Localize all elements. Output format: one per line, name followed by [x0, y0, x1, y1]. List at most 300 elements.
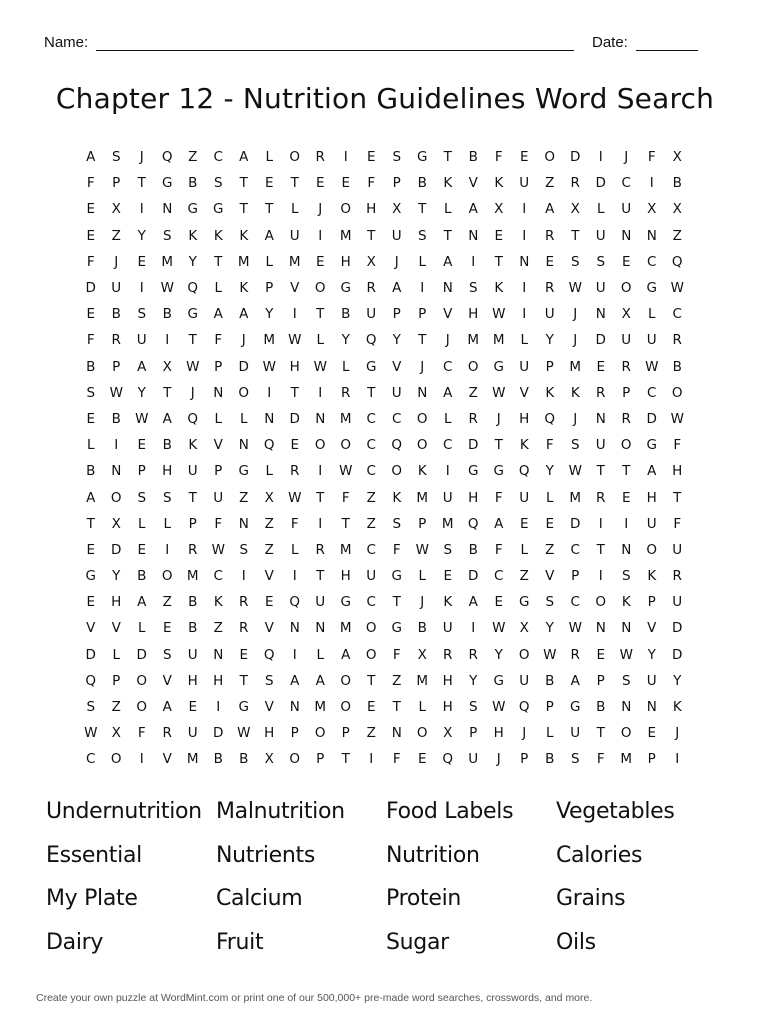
grid-letter: K [239, 227, 249, 244]
grid-letter: C [366, 437, 376, 454]
grid-letter: B [417, 620, 427, 637]
grid-letter: M [263, 332, 276, 349]
grid-letter: S [468, 699, 478, 716]
grid-letter: W [568, 620, 582, 637]
grid-letter: U [646, 515, 657, 532]
grid-letter: I [471, 253, 476, 270]
grid-letter: W [568, 463, 582, 480]
grid-letter: M [569, 358, 582, 375]
grid-letter: Z [162, 594, 172, 611]
grid-letter: T [341, 751, 350, 768]
grid-letter: T [494, 437, 503, 454]
grid-letter: I [598, 515, 603, 532]
grid-letter: A [264, 227, 274, 244]
grid-letter: C [494, 568, 504, 585]
grid-letter: H [340, 253, 351, 270]
grid-letter: E [315, 253, 325, 270]
grid-letter: B [417, 175, 427, 192]
grid-letter: J [114, 253, 119, 270]
grid-letter: A [468, 594, 478, 611]
grid-letter: U [519, 489, 530, 506]
grid-letter: F [494, 149, 503, 166]
grid-letter: S [162, 646, 172, 663]
grid-letter: C [647, 384, 657, 401]
grid-letter: Y [673, 672, 682, 689]
word-list-row [46, 834, 726, 878]
grid-letter: V [468, 175, 478, 192]
grid-letter: W [288, 489, 302, 506]
grid-letter: W [492, 699, 506, 716]
grid-letter: L [520, 541, 529, 558]
grid-letter: P [418, 306, 427, 323]
grid-letter: Z [545, 175, 555, 192]
grid-letter: L [137, 515, 146, 532]
grid-letter: U [544, 306, 555, 323]
grid-letter: L [418, 699, 427, 716]
grid-letter: B [672, 175, 682, 192]
grid-letter: S [392, 149, 402, 166]
grid-letter: L [418, 568, 427, 585]
grid-letter: S [86, 384, 96, 401]
grid-letter: I [216, 699, 221, 716]
grid-letter: X [264, 751, 274, 768]
grid-letter: O [110, 489, 122, 506]
grid-letter: T [443, 227, 452, 244]
grid-letter: B [86, 463, 96, 480]
grid-letter: V [213, 437, 223, 454]
grid-letter: E [519, 149, 529, 166]
grid-letter: T [622, 463, 631, 480]
grid-letter: U [136, 332, 147, 349]
grid-row [78, 694, 690, 720]
grid-letter: Z [392, 672, 402, 689]
grid-letter: W [568, 280, 582, 297]
grid-letter: F [341, 489, 350, 506]
grid-letter: V [162, 751, 172, 768]
grid-letter: S [545, 594, 555, 611]
grid-letter: G [187, 306, 198, 323]
grid-letter: R [239, 620, 249, 637]
grid-letter: M [161, 253, 174, 270]
grid-letter: Y [392, 332, 401, 349]
grid-letter: O [518, 646, 530, 663]
word-list-item: Calories [556, 842, 643, 868]
grid-letter: A [392, 280, 402, 297]
grid-letter: J [394, 253, 399, 270]
word-list-item: Essential [46, 842, 142, 868]
grid-letter: P [418, 515, 427, 532]
grid-letter: K [417, 463, 427, 480]
grid-letter: L [316, 646, 325, 663]
grid-letter: F [494, 541, 503, 558]
grid-letter: F [214, 332, 223, 349]
grid-letter: M [339, 620, 352, 637]
grid-letter: U [672, 594, 683, 611]
grid-letter: O [416, 410, 428, 427]
grid-letter: N [238, 515, 249, 532]
word-list-row [46, 877, 726, 921]
grid-letter: E [621, 253, 631, 270]
grid-letter: G [493, 358, 504, 375]
grid-letter: X [519, 620, 529, 637]
grid-letter: K [494, 280, 504, 297]
grid-letter: B [111, 410, 121, 427]
grid-letter: U [621, 201, 632, 218]
grid-letter: G [238, 463, 249, 480]
grid-letter: P [112, 358, 121, 375]
grid-letter: R [621, 410, 631, 427]
grid-letter: S [264, 672, 274, 689]
grid-letter: U [519, 358, 530, 375]
grid-letter: N [621, 541, 632, 558]
grid-letter: E [290, 437, 300, 454]
grid-letter: H [366, 201, 377, 218]
grid-letter: X [264, 489, 274, 506]
grid-letter: A [341, 646, 351, 663]
grid-letter: V [545, 568, 555, 585]
grid-letter: P [214, 358, 223, 375]
grid-letter: E [494, 594, 504, 611]
grid-letter: E [545, 253, 555, 270]
grid-letter: X [111, 515, 121, 532]
grid-letter: S [570, 751, 580, 768]
grid-letter: B [188, 620, 198, 637]
grid-letter: V [264, 568, 274, 585]
grid-letter: E [417, 751, 427, 768]
grid-letter: F [647, 149, 656, 166]
grid-letter: U [213, 489, 224, 506]
grid-letter: F [494, 489, 503, 506]
grid-letter: J [139, 149, 144, 166]
grid-letter: P [392, 306, 401, 323]
grid-letter: O [289, 751, 301, 768]
grid-letter: K [188, 227, 198, 244]
grid-letter: G [493, 672, 504, 689]
grid-letter: U [187, 646, 198, 663]
grid-letter: H [162, 463, 173, 480]
grid-letter: A [213, 306, 223, 323]
word-list-item: Nutrients [216, 842, 316, 868]
grid-letter: L [112, 646, 121, 663]
grid-letter: U [187, 725, 198, 742]
grid-letter: P [137, 463, 146, 480]
grid-row [78, 589, 690, 615]
grid-letter: I [292, 306, 297, 323]
grid-letter: G [187, 201, 198, 218]
grid-letter: E [366, 149, 376, 166]
grid-letter: W [645, 358, 659, 375]
grid-letter: O [416, 437, 428, 454]
word-list-item: Calcium [216, 886, 303, 912]
grid-letter: K [392, 489, 402, 506]
grid-letter: T [494, 253, 503, 270]
grid-letter: K [621, 594, 631, 611]
grid-letter: Y [137, 384, 146, 401]
grid-letter: D [595, 175, 606, 192]
grid-letter: N [111, 463, 122, 480]
grid-letter: P [545, 699, 554, 716]
grid-letter: S [111, 149, 121, 166]
grid-letter: T [443, 149, 452, 166]
grid-letter: M [339, 410, 352, 427]
grid-letter: S [137, 306, 147, 323]
grid-letter: U [595, 280, 606, 297]
grid-letter: O [365, 646, 377, 663]
grid-letter: U [570, 725, 581, 742]
grid-letter: Z [111, 227, 121, 244]
grid-letter: U [391, 227, 402, 244]
grid-letter: J [318, 201, 323, 218]
grid-letter: K [213, 227, 223, 244]
grid-row [78, 301, 690, 327]
grid-letter: W [543, 646, 557, 663]
grid-letter: Y [137, 227, 146, 244]
grid-letter: J [573, 332, 578, 349]
grid-letter: I [165, 541, 170, 558]
grid-row [78, 380, 690, 406]
word-list-item: Vegetables [556, 799, 675, 825]
grid-letter: E [86, 227, 96, 244]
grid-letter: L [520, 332, 529, 349]
grid-letter: E [341, 175, 351, 192]
grid-letter: C [621, 175, 631, 192]
grid-letter: O [544, 149, 556, 166]
grid-letter: A [647, 463, 657, 480]
grid-letter: E [647, 725, 657, 742]
grid-letter: L [647, 306, 656, 323]
grid-letter: I [445, 463, 450, 480]
grid-letter: D [570, 515, 581, 532]
grid-letter: C [213, 149, 223, 166]
grid-letter: J [573, 410, 578, 427]
grid-letter: S [86, 699, 96, 716]
grid-letter: F [367, 175, 376, 192]
grid-letter: H [672, 463, 683, 480]
grid-letter: O [314, 280, 326, 297]
grid-letter: C [213, 568, 223, 585]
grid-letter: T [188, 489, 197, 506]
grid-letter: N [238, 437, 249, 454]
grid-letter: S [468, 280, 478, 297]
grid-letter: O [340, 437, 352, 454]
grid-letter: T [341, 515, 350, 532]
grid-letter: U [366, 568, 377, 585]
grid-letter: C [366, 463, 376, 480]
grid-letter: Q [187, 280, 199, 297]
grid-letter: L [443, 201, 452, 218]
grid-letter: M [467, 332, 480, 349]
grid-letter: L [265, 253, 274, 270]
grid-letter: R [570, 646, 580, 663]
grid-letter: G [493, 463, 504, 480]
grid-letter: B [596, 699, 606, 716]
grid-letter: V [264, 699, 274, 716]
grid-letter: A [239, 149, 249, 166]
grid-row [78, 432, 690, 458]
grid-letter: K [570, 384, 580, 401]
grid-letter: P [647, 594, 656, 611]
grid-letter: D [570, 149, 581, 166]
grid-letter: T [418, 201, 427, 218]
grid-letter: K [188, 437, 198, 454]
grid-letter: V [290, 280, 300, 297]
grid-letter: N [315, 410, 326, 427]
word-list-item: Grains [556, 886, 626, 912]
grid-letter: W [670, 280, 684, 297]
grid-row [78, 537, 690, 563]
grid-row [78, 406, 690, 432]
grid-letter: B [188, 594, 198, 611]
grid-letter: O [110, 751, 122, 768]
grid-letter: D [85, 646, 96, 663]
grid-letter: H [213, 672, 224, 689]
grid-letter: E [545, 515, 555, 532]
grid-letter: A [137, 358, 147, 375]
grid-letter: N [595, 306, 606, 323]
grid-letter: U [595, 227, 606, 244]
grid-letter: E [86, 541, 96, 558]
grid-letter: H [468, 489, 479, 506]
grid-row [78, 642, 690, 668]
grid-letter: O [289, 149, 301, 166]
grid-letter: T [367, 227, 376, 244]
grid-letter: L [341, 358, 350, 375]
grid-letter: B [468, 149, 478, 166]
grid-letter: Q [85, 672, 97, 689]
grid-letter: G [519, 594, 530, 611]
grid-letter: T [163, 384, 172, 401]
grid-letter: I [241, 568, 246, 585]
grid-letter: W [492, 620, 506, 637]
grid-letter: W [492, 384, 506, 401]
grid-letter: W [186, 358, 200, 375]
grid-letter: C [570, 541, 580, 558]
grid-letter: D [289, 410, 300, 427]
grid-letter: X [392, 201, 402, 218]
grid-letter: R [672, 568, 682, 585]
grid-letter: W [135, 410, 149, 427]
grid-letter: Q [391, 437, 403, 454]
grid-letter: R [366, 280, 376, 297]
grid-letter: D [646, 410, 657, 427]
grid-letter: A [86, 489, 96, 506]
word-list-item: Nutrition [386, 842, 480, 868]
grid-letter: I [165, 332, 170, 349]
grid-letter: O [595, 594, 607, 611]
grid-letter: D [111, 541, 122, 558]
grid-letter: E [137, 253, 147, 270]
grid-letter: L [290, 201, 299, 218]
grid-row [78, 484, 690, 510]
grid-letter: N [162, 201, 173, 218]
grid-letter: S [596, 253, 606, 270]
grid-letter: F [86, 175, 95, 192]
grid-letter: L [265, 463, 274, 480]
grid-letter: H [289, 358, 300, 375]
grid-letter: R [315, 149, 325, 166]
grid-letter: L [316, 332, 325, 349]
grid-letter: P [316, 751, 325, 768]
grid-letter: B [239, 751, 249, 768]
grid-letter: A [443, 253, 453, 270]
grid-letter: L [214, 410, 223, 427]
grid-letter: I [624, 515, 629, 532]
grid-letter: N [264, 410, 275, 427]
grid-letter: F [392, 751, 401, 768]
name-label: Name: [44, 34, 89, 51]
grid-letter: M [492, 332, 505, 349]
grid-letter: I [598, 149, 603, 166]
grid-letter: A [239, 306, 249, 323]
grid-letter: T [392, 699, 401, 716]
grid-letter: L [239, 410, 248, 427]
grid-letter: F [214, 515, 223, 532]
grid-letter: S [162, 227, 172, 244]
grid-letter: X [111, 725, 121, 742]
grid-letter: M [416, 672, 429, 689]
grid-letter: R [596, 489, 606, 506]
page-title: Chapter 12 - Nutrition Guidelines Word Search [55, 82, 715, 115]
word-list-item: Fruit [216, 929, 264, 955]
grid-letter: X [672, 149, 682, 166]
grid-letter: W [84, 725, 98, 742]
grid-letter: U [519, 175, 530, 192]
grid-letter: C [672, 306, 682, 323]
grid-letter: R [621, 358, 631, 375]
grid-letter: H [442, 699, 453, 716]
grid-letter: F [596, 751, 605, 768]
grid-letter: G [366, 358, 377, 375]
grid-letter: O [340, 672, 352, 689]
grid-letter: B [111, 306, 121, 323]
grid-letter: K [647, 568, 657, 585]
grid-letter: S [162, 489, 172, 506]
grid-letter: N [468, 227, 479, 244]
grid-letter: O [671, 384, 683, 401]
grid-letter: J [522, 725, 527, 742]
grid-letter: Q [671, 253, 683, 270]
word-list-row [46, 921, 726, 965]
grid-letter: K [672, 699, 682, 716]
grid-letter: N [391, 725, 402, 742]
grid-letter: W [670, 410, 684, 427]
grid-letter: K [519, 437, 529, 454]
grid-letter: Z [672, 227, 682, 244]
grid-letter: F [86, 253, 95, 270]
grid-letter: E [596, 358, 606, 375]
grid-letter: V [443, 306, 453, 323]
grid-letter: Q [442, 751, 454, 768]
grid-letter: X [111, 201, 121, 218]
grid-letter: Y [545, 620, 554, 637]
grid-letter: R [596, 384, 606, 401]
grid-letter: G [213, 201, 224, 218]
grid-letter: M [288, 253, 301, 270]
grid-row [78, 511, 690, 537]
grid-letter: O [620, 437, 632, 454]
grid-letter: G [238, 699, 249, 716]
grid-letter: A [315, 672, 325, 689]
grid-letter: H [468, 306, 479, 323]
grid-letter: S [570, 253, 580, 270]
grid-letter: F [392, 541, 401, 558]
grid-letter: I [343, 149, 348, 166]
grid-letter: S [443, 541, 453, 558]
grid-letter: Q [518, 699, 530, 716]
grid-letter: O [467, 358, 479, 375]
grid-letter: L [290, 541, 299, 558]
grid-letter: J [675, 725, 680, 742]
